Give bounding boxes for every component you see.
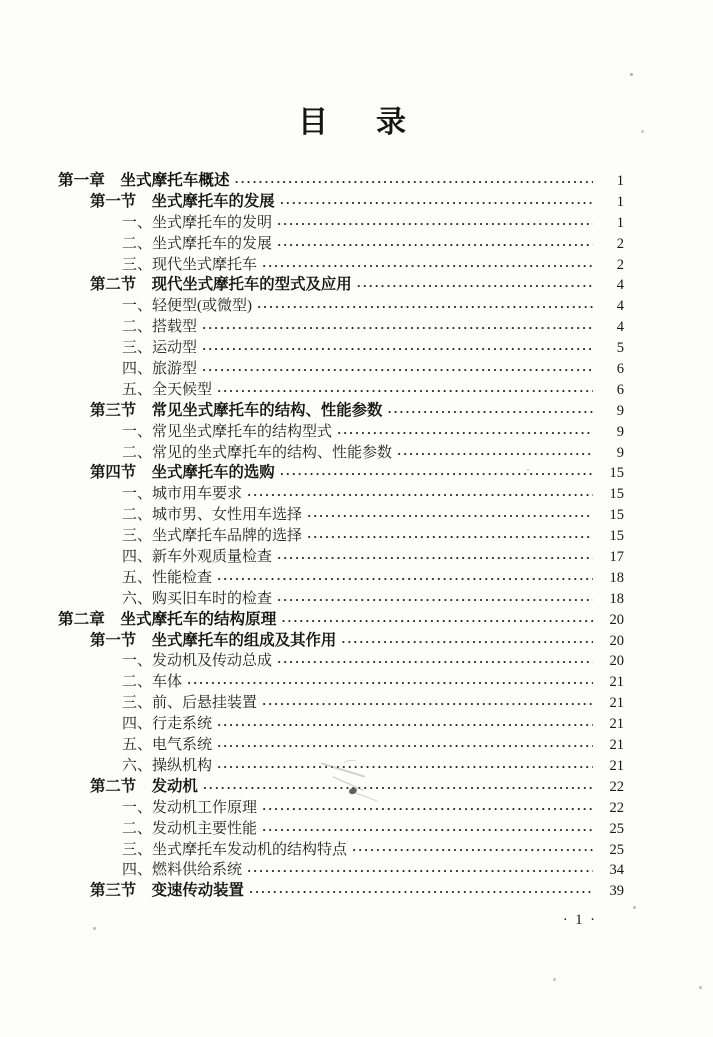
toc-entry-page: 9 xyxy=(616,402,624,419)
toc-entry-label: 一、轻便型(或微型) xyxy=(122,298,252,315)
dot-leader xyxy=(397,446,593,461)
toc-entry-page: 21 xyxy=(609,674,624,691)
toc-entry xyxy=(58,338,624,359)
toc-entry xyxy=(58,693,624,714)
dot-leader xyxy=(280,195,593,210)
toc-entry xyxy=(58,422,624,443)
toc-entry-label: 二、搭载型 xyxy=(122,319,198,336)
toc-entry xyxy=(58,275,624,296)
toc-entry-page: 21 xyxy=(609,737,624,754)
dot-leader xyxy=(203,780,593,795)
scan-speck xyxy=(633,906,636,909)
toc-entry-page: 1 xyxy=(616,214,624,231)
dot-leader xyxy=(217,759,593,774)
toc-entry xyxy=(58,317,624,338)
toc-entry xyxy=(58,714,624,735)
toc-entry-page: 4 xyxy=(616,298,624,315)
toc-entry-page: 9 xyxy=(616,423,624,440)
toc-entry xyxy=(58,192,624,213)
toc-entry-page: 22 xyxy=(609,799,624,816)
scan-speck xyxy=(93,927,96,930)
toc-entry xyxy=(58,651,624,672)
toc-entry xyxy=(58,735,624,756)
toc-entry xyxy=(58,171,624,192)
toc-entry-page: 1 xyxy=(616,193,624,210)
toc-entry-label: 一、城市用车要求 xyxy=(122,486,243,503)
toc-entry xyxy=(58,589,624,610)
toc-entry xyxy=(58,840,624,861)
toc-entry xyxy=(58,881,624,902)
toc-entry-page: 20 xyxy=(609,632,624,649)
toc-entry-label: 五、全天候型 xyxy=(122,381,213,398)
dot-leader xyxy=(202,341,593,356)
toc-entry-page: 39 xyxy=(609,883,624,900)
toc-entry-label: 三、前、后悬挂装置 xyxy=(122,695,258,712)
toc-entry-page: 17 xyxy=(609,549,624,566)
toc-entry-page: 9 xyxy=(616,444,624,461)
toc-entry-page: 18 xyxy=(609,590,624,607)
toc-entry xyxy=(58,484,624,505)
toc-entry xyxy=(58,234,624,255)
toc-entry-label: 四、新车外观质量检查 xyxy=(122,549,273,566)
toc-entry-label: 第一节 坐式摩托车的组成及其作用 xyxy=(90,631,337,649)
dot-leader xyxy=(217,738,593,753)
dot-leader xyxy=(307,529,593,544)
toc-entry-page: 20 xyxy=(609,653,624,670)
dot-leader xyxy=(217,717,593,732)
dot-leader xyxy=(235,174,593,189)
toc-entry-page: 25 xyxy=(609,841,624,858)
dot-leader xyxy=(277,550,593,565)
toc-entry xyxy=(58,547,624,568)
toc-entry-page: 25 xyxy=(609,820,624,837)
dot-leader xyxy=(357,278,593,293)
toc-entry-label: 三、现代坐式摩托车 xyxy=(122,256,258,273)
toc-entry-label: 第三节 变速传动装置 xyxy=(90,882,244,900)
toc-entry xyxy=(58,798,624,819)
dot-leader xyxy=(247,487,593,502)
toc-entry xyxy=(58,568,624,589)
toc-entry-label: 第三节 常见坐式摩托车的结构、性能参数 xyxy=(90,401,383,419)
toc-entry xyxy=(58,672,624,693)
toc-entry xyxy=(58,860,624,881)
toc-entry-label: 第一节 坐式摩托车的发展 xyxy=(90,192,275,210)
dot-leader xyxy=(187,675,593,690)
toc-entry-label: 第一章 坐式摩托车概述 xyxy=(58,172,230,189)
toc-entry-label: 一、发动机及传动总成 xyxy=(122,653,273,670)
toc-entry xyxy=(58,255,624,276)
toc-entry-label: 第四节 坐式摩托车的选购 xyxy=(90,464,275,482)
toc-entry-label: 四、旅游型 xyxy=(122,361,198,378)
page-title: 目 录 xyxy=(298,106,415,139)
dot-leader xyxy=(247,863,593,878)
toc-entry-page: 5 xyxy=(616,340,624,357)
toc-entry-label: 一、发动机工作原理 xyxy=(122,799,258,816)
scan-speck xyxy=(553,978,556,981)
toc-entry-page: 21 xyxy=(609,757,624,774)
toc-entry xyxy=(58,380,624,401)
toc-entry-label: 二、发动机主要性能 xyxy=(122,820,258,837)
toc-entry-page: 6 xyxy=(616,361,624,378)
dot-leader xyxy=(277,592,593,607)
dot-leader xyxy=(387,404,593,419)
toc-entry-page: 4 xyxy=(616,277,624,294)
toc-entry-label: 一、常见坐式摩托车的结构型式 xyxy=(122,423,333,440)
toc-entry-page: 15 xyxy=(609,465,624,482)
toc-entry xyxy=(58,505,624,526)
dot-leader xyxy=(202,362,593,377)
toc-entry-label: 三、坐式摩托车品牌的选择 xyxy=(122,528,303,545)
toc-entry-page: 15 xyxy=(609,486,624,503)
dot-leader xyxy=(277,216,593,231)
toc-entry-page: 22 xyxy=(609,778,624,795)
dot-leader xyxy=(341,634,593,649)
toc-entry xyxy=(58,756,624,777)
toc-entry-label: 四、行走系统 xyxy=(122,716,213,733)
toc-entry-label: 第二节 发动机 xyxy=(90,777,198,795)
dot-leader xyxy=(277,654,593,669)
toc-entry-label: 第二章 坐式摩托车的结构原理 xyxy=(58,610,277,628)
toc-entry xyxy=(58,777,624,798)
toc-entry xyxy=(58,213,624,234)
dot-leader xyxy=(262,258,593,273)
dot-leader xyxy=(352,842,593,857)
dot-leader xyxy=(202,320,593,335)
toc-entry-label: 六、操纵机构 xyxy=(122,757,213,774)
toc-entry-label: 二、坐式摩托车的发展 xyxy=(122,235,273,252)
toc-entry xyxy=(58,463,624,484)
toc-entry xyxy=(58,526,624,547)
toc-entry xyxy=(58,610,624,631)
toc-entry-page: 1 xyxy=(616,173,624,189)
dot-leader xyxy=(217,383,593,398)
toc-entry-page: 4 xyxy=(616,319,624,336)
toc-entry-label: 六、购买旧车时的检查 xyxy=(122,590,273,607)
dot-leader xyxy=(257,299,593,314)
toc-entry-label: 五、电气系统 xyxy=(122,737,213,754)
toc-entry-label: 四、燃料供给系统 xyxy=(122,862,243,879)
dot-leader xyxy=(262,801,593,816)
toc-entry-page: 21 xyxy=(609,695,624,712)
dot-leader xyxy=(217,571,593,586)
toc-entry-label: 三、坐式摩托车发动机的结构特点 xyxy=(122,841,348,858)
toc-entry-label: 第二节 现代坐式摩托车的型式及应用 xyxy=(90,276,352,294)
toc-entry-page: 15 xyxy=(609,528,624,545)
toc-entry-label: 二、常见的坐式摩托车的结构、性能参数 xyxy=(122,444,393,461)
toc-entry-label: 二、车体 xyxy=(122,674,183,691)
dot-leader xyxy=(337,425,593,440)
toc-entry xyxy=(58,359,624,380)
toc-entry-page: 18 xyxy=(609,569,624,586)
page-number-footer: · 1 · xyxy=(562,912,597,928)
dot-leader xyxy=(249,884,593,899)
toc-entry-label: 一、坐式摩托车的发明 xyxy=(122,214,273,231)
dot-leader xyxy=(307,508,593,523)
toc-entry xyxy=(58,296,624,317)
dot-leader xyxy=(277,237,593,252)
dot-leader xyxy=(281,613,593,628)
toc-list xyxy=(0,171,713,902)
toc-entry-page: 21 xyxy=(609,716,624,733)
toc-entry-page: 34 xyxy=(609,862,624,879)
toc-entry-page: 2 xyxy=(616,235,624,252)
dot-leader xyxy=(262,822,593,837)
toc-entry-page: 2 xyxy=(616,256,624,273)
dot-leader xyxy=(262,696,593,711)
toc-entry-label: 五、性能检查 xyxy=(122,569,213,586)
scan-speck xyxy=(699,986,702,989)
toc-entry-label: 三、运动型 xyxy=(122,340,198,357)
toc-entry-page: 15 xyxy=(609,507,624,524)
toc-entry-page: 20 xyxy=(609,611,624,628)
toc-entry-page: 6 xyxy=(616,381,624,398)
toc-entry xyxy=(58,443,624,464)
dot-leader xyxy=(280,466,593,481)
toc-entry-label: 二、城市男、女性用车选择 xyxy=(122,507,303,524)
toc-entry xyxy=(58,631,624,652)
toc-entry xyxy=(58,401,624,422)
toc-entry xyxy=(58,819,624,840)
